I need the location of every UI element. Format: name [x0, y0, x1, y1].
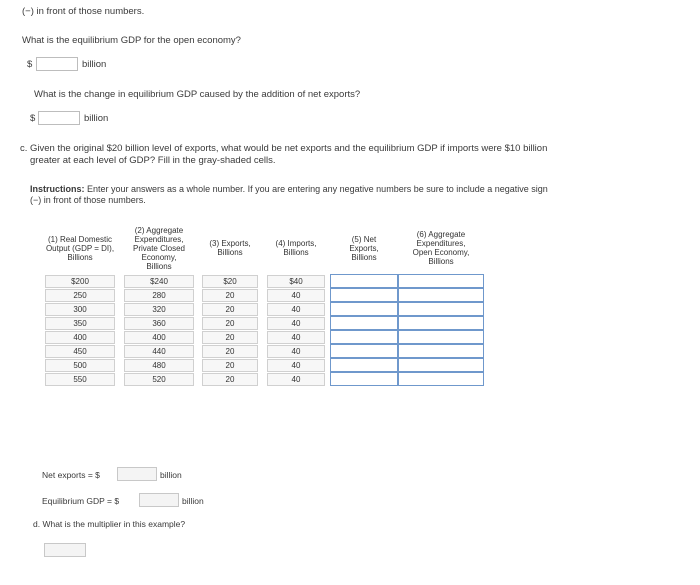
net-exports-input[interactable]: [330, 344, 398, 358]
cell-gdp: [40, 302, 120, 316]
cell-gdp-value: 500: [45, 359, 115, 372]
header-col4: (4) Imports, Billions: [275, 239, 317, 257]
cell-gdp-value: 250: [45, 289, 115, 302]
cell-ae-value: 520: [124, 373, 194, 386]
table-row: [40, 344, 484, 358]
cell-ae-value: 320: [124, 303, 194, 316]
cell-imports: [262, 330, 330, 344]
cell-ae: [120, 274, 198, 288]
cell-ae: [120, 372, 198, 386]
part-d-label: d. What is the multiplier in this example?: [33, 519, 186, 529]
ae-open-input[interactable]: [398, 358, 484, 372]
table-row: [40, 330, 484, 344]
cell-ae: [120, 316, 198, 330]
cell-net-exports: [330, 358, 398, 372]
cell-imports-value: 40: [267, 317, 325, 330]
cell-imports: [262, 288, 330, 302]
cell-ae-open: [398, 344, 484, 358]
table-row: [40, 274, 484, 288]
cell-ae: [120, 330, 198, 344]
cell-exports-value: 20: [202, 373, 258, 386]
cell-exports-value: 20: [202, 331, 258, 344]
cell-exports-value: 20: [202, 345, 258, 358]
q-change-dollar: $: [30, 113, 36, 124]
cell-net-exports: [330, 344, 398, 358]
cell-net-exports: [330, 316, 398, 330]
eq-gdp-input[interactable]: [139, 493, 179, 507]
cell-ae: [120, 358, 198, 372]
cell-exports-value: $20: [202, 275, 258, 288]
ae-open-input[interactable]: [398, 302, 484, 316]
cell-imports-value: 40: [267, 303, 325, 316]
cell-imports-value: 40: [267, 331, 325, 344]
cell-gdp-value: $200: [45, 275, 115, 288]
cell-ae-value: 440: [124, 345, 194, 358]
part-c-line2: greater at each level of GDP? Fill in the gray-shaded cells.: [30, 155, 276, 166]
instructions-bold: Instructions:: [30, 184, 85, 194]
cell-net-exports: [330, 330, 398, 344]
ae-open-input[interactable]: [398, 274, 484, 288]
net-exports-input[interactable]: [330, 330, 398, 344]
cell-gdp: [40, 330, 120, 344]
cell-gdp-value: 300: [45, 303, 115, 316]
cell-ae-open: [398, 288, 484, 302]
cell-ae-open: [398, 302, 484, 316]
cell-exports: [198, 302, 262, 316]
cell-imports: [262, 358, 330, 372]
net-exports-input[interactable]: [330, 274, 398, 288]
cell-imports: [262, 372, 330, 386]
table-row: [40, 316, 484, 330]
table-row: [40, 372, 484, 386]
cell-ae-value: 400: [124, 331, 194, 344]
cell-imports-value: 40: [267, 373, 325, 386]
data-table: [40, 222, 484, 386]
net-exports-input[interactable]: [330, 358, 398, 372]
header-col1: (1) Real Domestic Output (GDP = DI), Billions: [45, 234, 115, 262]
cell-ae-open: [398, 358, 484, 372]
cell-imports: [262, 344, 330, 358]
cell-ae-value: $240: [124, 275, 194, 288]
instructions-text: Enter your answers as a whole number. If you are entering any negative numbers be sure to include a negative sign: [84, 184, 548, 194]
cell-ae: [120, 344, 198, 358]
table-row: [40, 358, 484, 372]
cell-gdp-value: 350: [45, 317, 115, 330]
header-col6: (6) Aggregate Expenditures, Open Economy, Billions: [412, 230, 470, 266]
cell-exports-value: 20: [202, 303, 258, 316]
instructions: [30, 184, 548, 194]
cell-net-exports: [330, 302, 398, 316]
ae-open-input[interactable]: [398, 330, 484, 344]
header-col5: (5) Net Exports, Billions: [349, 234, 379, 262]
cell-ae: [120, 288, 198, 302]
cell-gdp-value: 450: [45, 345, 115, 358]
net-exports-input[interactable]: [117, 467, 157, 481]
cell-gdp: [40, 288, 120, 302]
cell-net-exports: [330, 372, 398, 386]
cell-exports: [198, 316, 262, 330]
net-exports-input[interactable]: [330, 302, 398, 316]
cell-ae-open: [398, 316, 484, 330]
eq-gdp-label: Equilibrium GDP = $: [42, 496, 120, 506]
table-row: [40, 302, 484, 316]
ae-open-input[interactable]: [398, 316, 484, 330]
cell-gdp-value: 400: [45, 331, 115, 344]
instructions-line2: (−) in front of those numbers.: [30, 195, 146, 205]
ae-open-input[interactable]: [398, 344, 484, 358]
q-equilibrium-dollar: $: [27, 59, 33, 70]
header-col3: (3) Exports, Billions: [209, 239, 251, 257]
cell-gdp: [40, 274, 120, 288]
q-equilibrium-unit: billion: [82, 59, 107, 70]
cell-exports-value: 20: [202, 359, 258, 372]
net-exports-input[interactable]: [330, 288, 398, 302]
multiplier-input[interactable]: [44, 543, 86, 557]
q-equilibrium-label: What is the equilibrium GDP for the open economy?: [22, 35, 241, 46]
cell-gdp-value: 550: [45, 373, 115, 386]
ae-open-input[interactable]: [398, 372, 484, 386]
q-change-label: What is the change in equilibrium GDP caused by the addition of net exports?: [34, 89, 361, 100]
cell-exports: [198, 344, 262, 358]
cell-exports: [198, 330, 262, 344]
cell-imports: [262, 302, 330, 316]
header-col2: (2) Aggregate Expenditures, Private Closed Economy, Billions: [132, 225, 186, 271]
cell-exports: [198, 358, 262, 372]
table-row: [40, 288, 484, 302]
eq-gdp-unit: billion: [182, 496, 204, 506]
cell-ae-value: 360: [124, 317, 194, 330]
part-c-line1: c. Given the original $20 billion level of exports, what would be net exports and the equilibrium GDP if imports were $10 billion: [20, 143, 548, 154]
cell-gdp: [40, 372, 120, 386]
cell-imports: [262, 316, 330, 330]
cell-imports-value: 40: [267, 345, 325, 358]
cell-imports: [262, 274, 330, 288]
cell-imports-value: $40: [267, 275, 325, 288]
equilibrium-gdp-input[interactable]: [36, 57, 78, 71]
cell-exports: [198, 274, 262, 288]
cell-gdp: [40, 344, 120, 358]
cell-exports-value: 20: [202, 289, 258, 302]
change-gdp-input[interactable]: [38, 111, 80, 125]
net-exports-input[interactable]: [330, 316, 398, 330]
cell-ae-open: [398, 372, 484, 386]
q-change-unit: billion: [84, 113, 109, 124]
cell-gdp: [40, 316, 120, 330]
cell-exports-value: 20: [202, 317, 258, 330]
cell-ae-open: [398, 330, 484, 344]
net-exports-unit: billion: [160, 470, 182, 480]
net-exports-label: Net exports = $: [42, 470, 100, 480]
cell-ae: [120, 302, 198, 316]
net-exports-input[interactable]: [330, 372, 398, 386]
cell-gdp: [40, 358, 120, 372]
ae-open-input[interactable]: [398, 288, 484, 302]
cell-imports-value: 40: [267, 289, 325, 302]
cell-exports: [198, 288, 262, 302]
cell-ae-value: 480: [124, 359, 194, 372]
cell-net-exports: [330, 288, 398, 302]
top-fragment: (−) in front of those numbers.: [22, 6, 145, 17]
cell-ae-open: [398, 274, 484, 288]
cell-net-exports: [330, 274, 398, 288]
cell-ae-value: 280: [124, 289, 194, 302]
cell-imports-value: 40: [267, 359, 325, 372]
cell-exports: [198, 372, 262, 386]
